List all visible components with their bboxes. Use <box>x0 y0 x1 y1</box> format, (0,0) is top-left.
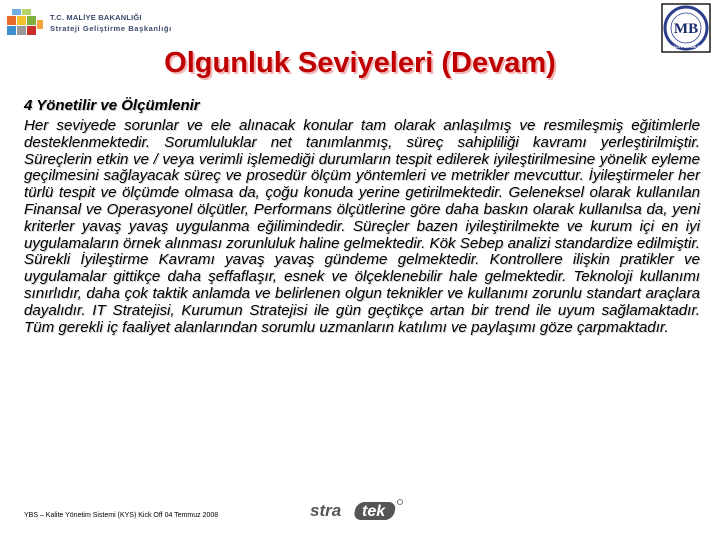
seal-ring-bottom: MALİYE BAKANLIĞI <box>670 45 702 49</box>
page-title: Olgunluk Seviyeleri (Devam) <box>164 47 556 79</box>
ministry-department: Strateji Geliştirme Başkanlığı <box>50 24 172 33</box>
footer-caption: YBS – Kalite Yönetim Sistemi (KYS) Kick Off 04 Temmuz 2008 <box>24 512 219 519</box>
section-heading: 4 Yönetilir ve Ölçümlenir <box>24 97 200 114</box>
registered-mark-icon <box>398 500 403 505</box>
body-paragraph: Her seviyede sorunlar ve ele alınacak konular tam olarak anlaşılmış ve resmileşmiş eğitimlerle desteklenmektedir. Sorumluluklar net tanımlanmış, süreç sahipliliği kavramı yerleştirilmiştir. Süreçlerin etkin ve / veya verimli işlemediği durumların tespit edilerek iyileştirilmesine yönelik eyleme geçilmesini sağlayacak süreç ve prosedür ölçüm yöntemleri ve metrikler mevcuttur. İyileştirmeler her türlü tespit ve ölçümde olmasa da, çoğu konuda yerine getirilmektedir. Geleneksel olarak kullanılan Finansal ve Operasyonel ölçütler, Performans ölçütlerine göre daha baskın olarak kullanılsa da, yeni kriterler yavaş yavaş uygulanma eğilimindedir. Süreçler bazen iyileştirilmekte ve kurum içi en iyi uygulamaların örnek alınması zorunluluk haline gelmektedir. Kök Sebep analizi standardize edilmiştir. Sürekli İyileştirme Kavramı yavaş yavaş gündeme gelmektedir. Kontrollere ilişkin pratikler ve uygulamalar gittikçe daha şeffaflaşır, esnek ve ölçeklenebilir hale gelmektedir. Teknoloji kullanımı sınırlıdır, daha çok taktik anlamda ve belirlenen olgun teknikler ve kullanımı zorunlu standart araçlara dayalıdır. IT Stratejisi, Kurumun Stratejisi ile gün geçtikçe artan bir trend ile uyum sağlamaktadır. Tüm gerekli iç faaliyet alanlarından sorumlu uzmanların katılımı ve paylaşımı göze çarpmaktadır. <box>24 117 700 336</box>
stratek-logo <box>308 496 408 524</box>
seal-ring-top: T.C. <box>682 8 690 13</box>
ministry-logo <box>6 6 174 40</box>
cube-logo-icon <box>6 8 44 38</box>
logo-stra-text: stra <box>310 501 342 520</box>
logo-tek-text: tek <box>362 503 386 520</box>
seal-text: MB <box>673 21 699 37</box>
ministry-name: T.C. MALİYE BAKANLIĞI <box>50 13 142 22</box>
